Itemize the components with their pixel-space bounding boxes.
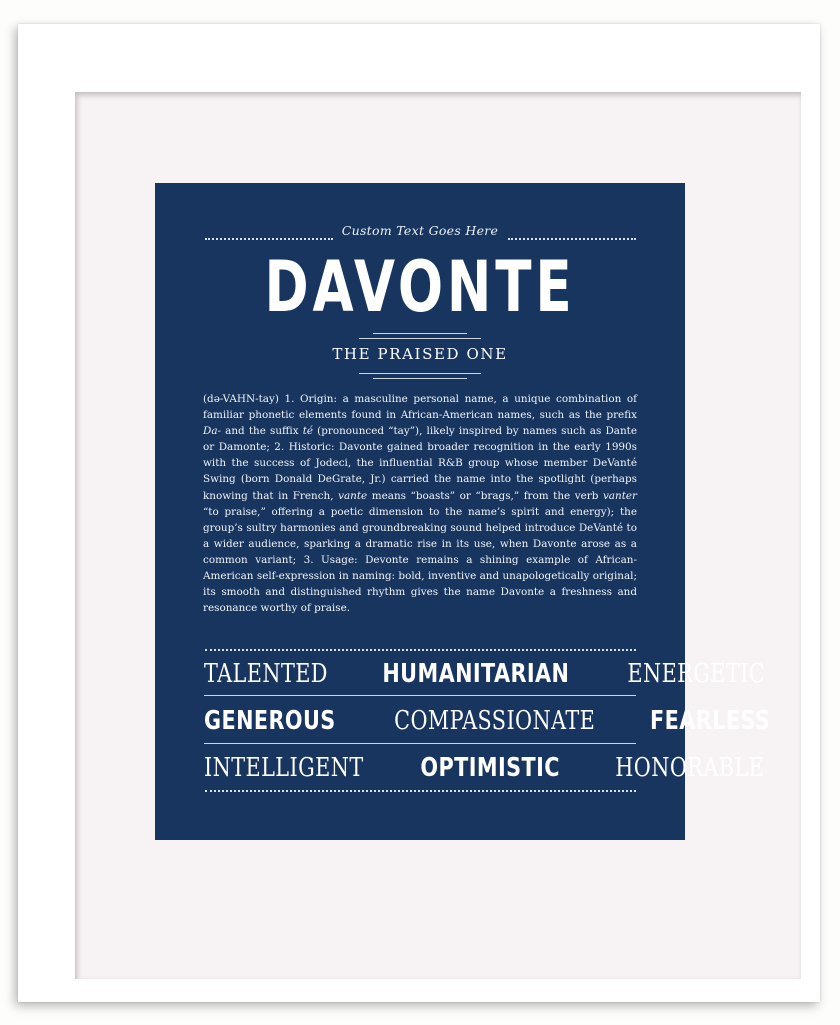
definition-text: means “boasts” or “brags,” from the verb — [367, 489, 603, 502]
trait-row-2 — [204, 703, 771, 739]
trait-word: COMPASSIONATE — [393, 706, 595, 736]
trait-word: FEARLESS — [650, 706, 771, 736]
definition-text: (də-VAHN-tay) 1. Origin: a masculine personal name, a unique combination of familiar phonetic elements found in African-American names, such as the prefix — [203, 393, 637, 422]
definition-italic-term: té — [302, 425, 314, 438]
trait-row-1 — [204, 656, 765, 692]
rule-upper-long — [359, 338, 481, 339]
definition-text: “to praise,” offering a poetic dimension to the name’s spirit and energy); the group’s sultry harmonies and groundbreaking sound helped introduce DeVanté to a wider audience, sparking a dramatic rise in its use, when Davonte arose as a common variant; 3. Usage: Devonte remains a shining example of African-American self-expression in naming: bold, inventive and unapologetically original; its smooth and distinguished rhythm gives the name Davonte a freshness and resonance worthy of praise. — [203, 505, 637, 615]
name-meaning: THE PRAISED ONE — [332, 345, 508, 363]
trait-word: GENEROUS — [204, 706, 336, 736]
rule-upper-short — [373, 333, 467, 334]
rule-lower-short — [373, 378, 467, 379]
rule-lower-long — [359, 373, 481, 374]
trait-word: HUMANITARIAN — [382, 659, 570, 689]
poster-name: DAVONTE — [264, 246, 576, 328]
name-poster — [155, 183, 771, 840]
trait-word: INTELLIGENT — [204, 753, 364, 783]
custom-text: Custom Text Goes Here — [341, 223, 499, 238]
trait-separator-2 — [204, 743, 636, 744]
dotted-divider-right — [508, 238, 636, 240]
name-definition — [203, 391, 637, 616]
dotted-divider-traits-top — [205, 649, 636, 651]
definition-italic-term: Da- — [203, 425, 222, 438]
trait-word: OPTIMISTIC — [420, 753, 561, 783]
dotted-divider-left — [205, 238, 333, 240]
trait-word: ENERGETIC — [626, 659, 765, 689]
dotted-divider-traits-bottom — [205, 790, 636, 792]
trait-word: TALENTED — [204, 659, 328, 689]
trait-row-3 — [204, 750, 765, 786]
definition-italic-term: vanter — [602, 489, 637, 502]
trait-word: HONORABLE — [615, 753, 765, 783]
definition-italic-term: vante — [338, 489, 368, 502]
definition-text: and the suffix — [221, 425, 303, 438]
trait-separator-1 — [204, 695, 636, 696]
definition-text: (pronounced “tay”), likely inspired by names such as Dante or Damonte; 2. Historic: Davonte gained broader recognition in the early 1990s with the success of Jodeci, the influential R&B group whose member DeVanté Swing (born Donald DeGrate, Jr.) carried the name into the spotlight (perhaps knowing that in French, — [203, 425, 637, 502]
